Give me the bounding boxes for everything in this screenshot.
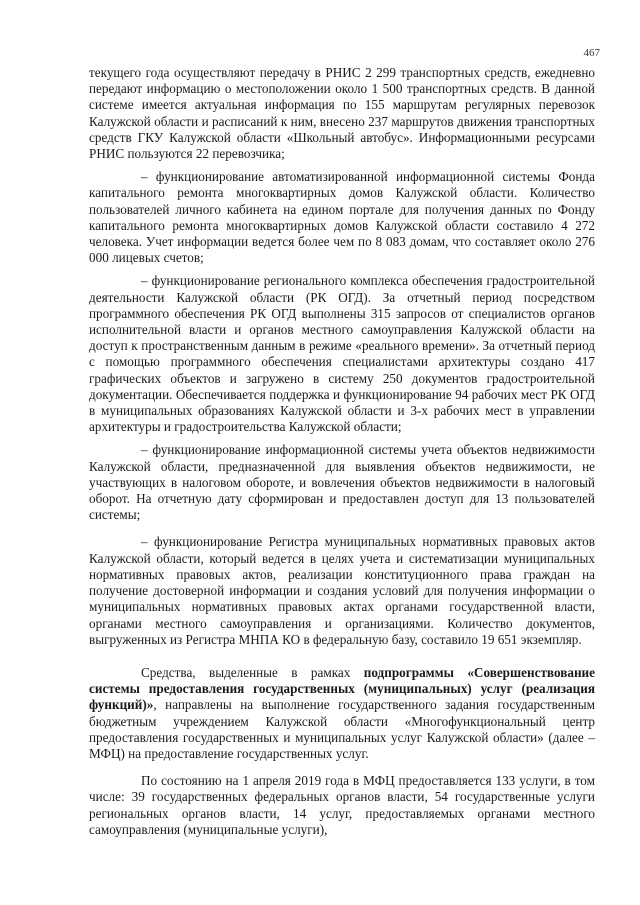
subprogram-title: подпрограммы «Совершенствование системы предоставления государственных (муниципальных) услуг (реализация функций)» bbox=[89, 664, 595, 713]
subprogram-text-before: Средства, выделенные в рамках bbox=[141, 664, 364, 680]
paragraph-mfc-services-count: По состоянию на 1 апреля 2019 года в МФЦ предоставляется 133 услуги, в том числе: 39 государственных федеральных органов власти, 54 государственные услуги региональных органов власти, 14 услуг, предоставляемых органами местного самоуправления (муниципальные услуги), bbox=[89, 773, 595, 837]
paragraph-rnis-continuation: текущего года осуществляют передачу в РНИС 2 299 транспортных средств, ежедневно передают информацию о местоположении около 1 500 транспортных средств. В данной системе имеется актуальная информация по 155 маршрутам регулярных перевозок Калужской области и расписаний к ним, внесено 237 маршрутов движения транспортных средств ГКУ Калужской области «Школьный автобус». Информационными ресурсами РНИС пользуются 22 перевозчика; bbox=[89, 65, 595, 162]
document-body bbox=[89, 65, 595, 838]
paragraph-real-estate-accounting-system: – функционирование информационной системы учета объектов недвижимости Калужской области, предназначенной для выявления объектов недвижимости, не участвующих в налоговом обороте, и вовлечения объектов недвижимости в налоговый оборот. На отчетную дату сформирован и предоставлен доступ для 13 пользователей системы; bbox=[89, 442, 595, 523]
subprogram-text-after: , направлены на выполнение государственного задания государственным бюджетным учреждением Калужской области «Многофункциональный центр предоставления государственных и муниципальных услуг Калужской области» (далее – МФЦ) на предоставление государственных услуг. bbox=[89, 697, 595, 761]
paragraph-mfc-subprogram bbox=[89, 665, 595, 762]
paragraph-rk-ogd: – функционирование регионального комплекса обеспечения градостроительной деятельности Калужской области (РК ОГД). За отчетный период посредством программного обеспечения РК ОГД выполнены 315 запросов от специалистов органов исполнительной власти и органов местного самоуправления Калужской области на доступ к пространственным данным в режиме «реального времени». За отчетный период с помощью программного обеспечения специалистами архитектуры создано 417 графических объектов и загружено в систему 250 документов градостроительной документации. Обеспечивается поддержка и функционирование 94 рабочих мест РК ОГД в муниципальных образованиях Калужской области и 3-х рабочих мест в управлении архитектуры и градостроительства Калужской области; bbox=[89, 273, 595, 435]
paragraph-capital-repair-fund-system: – функционирование автоматизированной информационной системы Фонда капитального ремонта многоквартирных домов Калужской области. Количество пользователей личного кабинета на едином портале для получения данных по Фонду капитального ремонта многоквартирных домов Калужской области составило 4 272 человека. Учет информации ведется более чем по 8 083 домам, что составляет около 276 000 лицевых счетов; bbox=[89, 169, 595, 266]
page-number: 467 bbox=[583, 47, 600, 59]
paragraph-municipal-acts-register: – функционирование Регистра муниципальных нормативных правовых актов Калужской области, который ведется в целях учета и систематизации муниципальных нормативных правовых актов, реализации конституционного права граждан на получение достоверной информации и создания условий для получения информации о муниципальных нормативных правовых актах органами государственной власти, органами местного самоуправления и организациями. Количество документов, выгруженных из Регистра МНПА КО в федеральную базу, составило 19 651 экземпляр. bbox=[89, 534, 595, 647]
